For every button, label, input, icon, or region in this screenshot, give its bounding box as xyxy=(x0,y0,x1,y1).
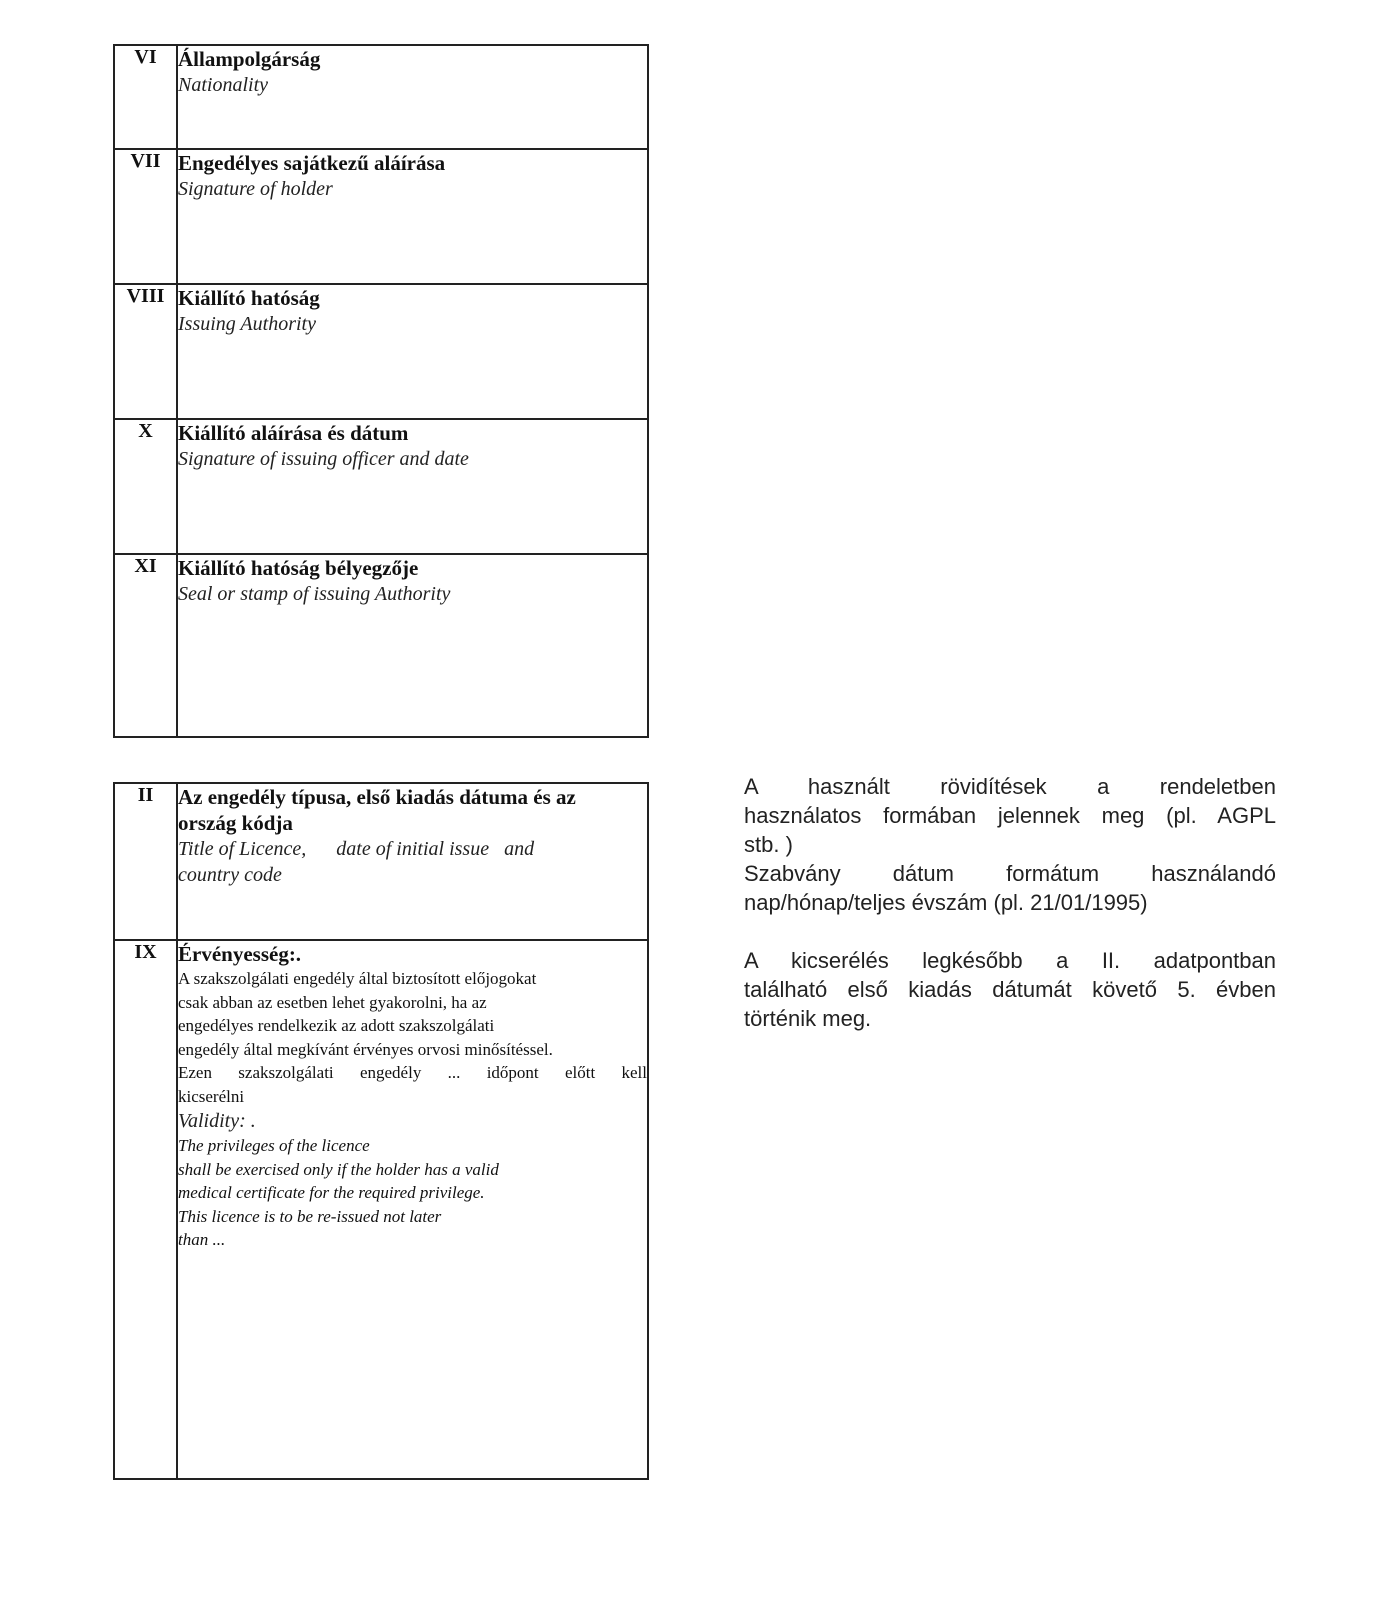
validity-text-line-en: The privileges of the licence xyxy=(178,1136,370,1155)
field-number: IX xyxy=(114,940,177,1479)
notes-block xyxy=(744,772,1276,1033)
field-row-x xyxy=(114,419,648,554)
validity-title-hu: Érvényesség:. xyxy=(178,942,302,966)
validity-title-en: Validity: . xyxy=(178,1110,256,1132)
note-line: található első kiadás dátumát követő 5. évben xyxy=(744,977,1276,1002)
field-label-hu: Az engedély típusa, első kiadás dátuma és az xyxy=(178,785,576,809)
field-row-viii xyxy=(114,284,648,419)
validity-text-line: csak abban az esetben lehet gyakorolni, ha az xyxy=(178,992,487,1012)
validity-text-line: engedélyes rendelkezik az adott szakszolgálati xyxy=(178,1016,495,1035)
field-label-en: Title of Licence, date of initial issue and xyxy=(178,838,535,860)
validity-text-line-en: shall be exercised only if the holder has a valid xyxy=(178,1159,499,1179)
field-row-ii xyxy=(114,783,648,940)
field-row-vi xyxy=(114,45,648,149)
note-line: stb. ) xyxy=(744,832,793,857)
field-number: VI xyxy=(114,45,177,149)
field-label-en: Seal or stamp of issuing Authority xyxy=(178,583,451,605)
note-line: használatos formában jelennek meg (pl. AGPL xyxy=(744,803,1276,828)
note-line: A használt rövidítések a rendeletben xyxy=(744,774,1276,799)
field-label-en: country code xyxy=(178,864,282,886)
bottom-licence-fields-table xyxy=(113,782,649,1480)
field-number: II xyxy=(114,783,177,940)
validity-text-line-en: medical certificate for the required privilege. xyxy=(178,1183,485,1202)
validity-text-line: engedély által megkívánt érvényes orvosi minősítéssel. xyxy=(178,1039,553,1059)
field-label-hu: Állampolgárság xyxy=(178,47,321,71)
note-spacer xyxy=(744,917,1276,946)
field-number: VII xyxy=(114,149,177,284)
field-label-hu: Kiállító hatóság bélyegzője xyxy=(178,556,419,580)
field-row-xi xyxy=(114,554,648,737)
validity-text-line-en: than ... xyxy=(178,1230,226,1249)
field-label-hu: ország kódja xyxy=(178,811,293,835)
note-line: nap/hónap/teljes évszám (pl. 21/01/1995) xyxy=(744,890,1148,915)
field-label-en: Signature of issuing officer and date xyxy=(178,448,469,470)
note-line: A kicserélés legkésőbb a II. adatpontban xyxy=(744,948,1276,973)
validity-text-line-en: This licence is to be re-issued not later xyxy=(178,1206,442,1226)
field-label-hu: Kiállító aláírása és dátum xyxy=(178,421,409,445)
validity-text-line: A szakszolgálati engedély által biztosított előjogokat xyxy=(178,969,537,988)
validity-text-line: Ezen szakszolgálati engedély ... időpont előtt kell xyxy=(178,1063,647,1082)
note-line: történik meg. xyxy=(744,1006,872,1031)
field-label-en: Signature of holder xyxy=(178,178,333,200)
field-label-hu: Kiállító hatóság xyxy=(178,286,320,310)
field-row-vii xyxy=(114,149,648,284)
field-row-ix xyxy=(114,940,648,1479)
field-label-en: Issuing Authority xyxy=(178,313,316,335)
field-label-hu: Engedélyes sajátkezű aláírása xyxy=(178,151,446,175)
validity-text-line: kicserélni xyxy=(178,1086,245,1106)
field-number: VIII xyxy=(114,284,177,419)
top-licence-fields-table xyxy=(113,44,649,738)
field-number: X xyxy=(114,419,177,554)
note-line: Szabvány dátum formátum használandó xyxy=(744,861,1276,886)
field-number: XI xyxy=(114,554,177,737)
field-label-en: Nationality xyxy=(178,74,268,96)
